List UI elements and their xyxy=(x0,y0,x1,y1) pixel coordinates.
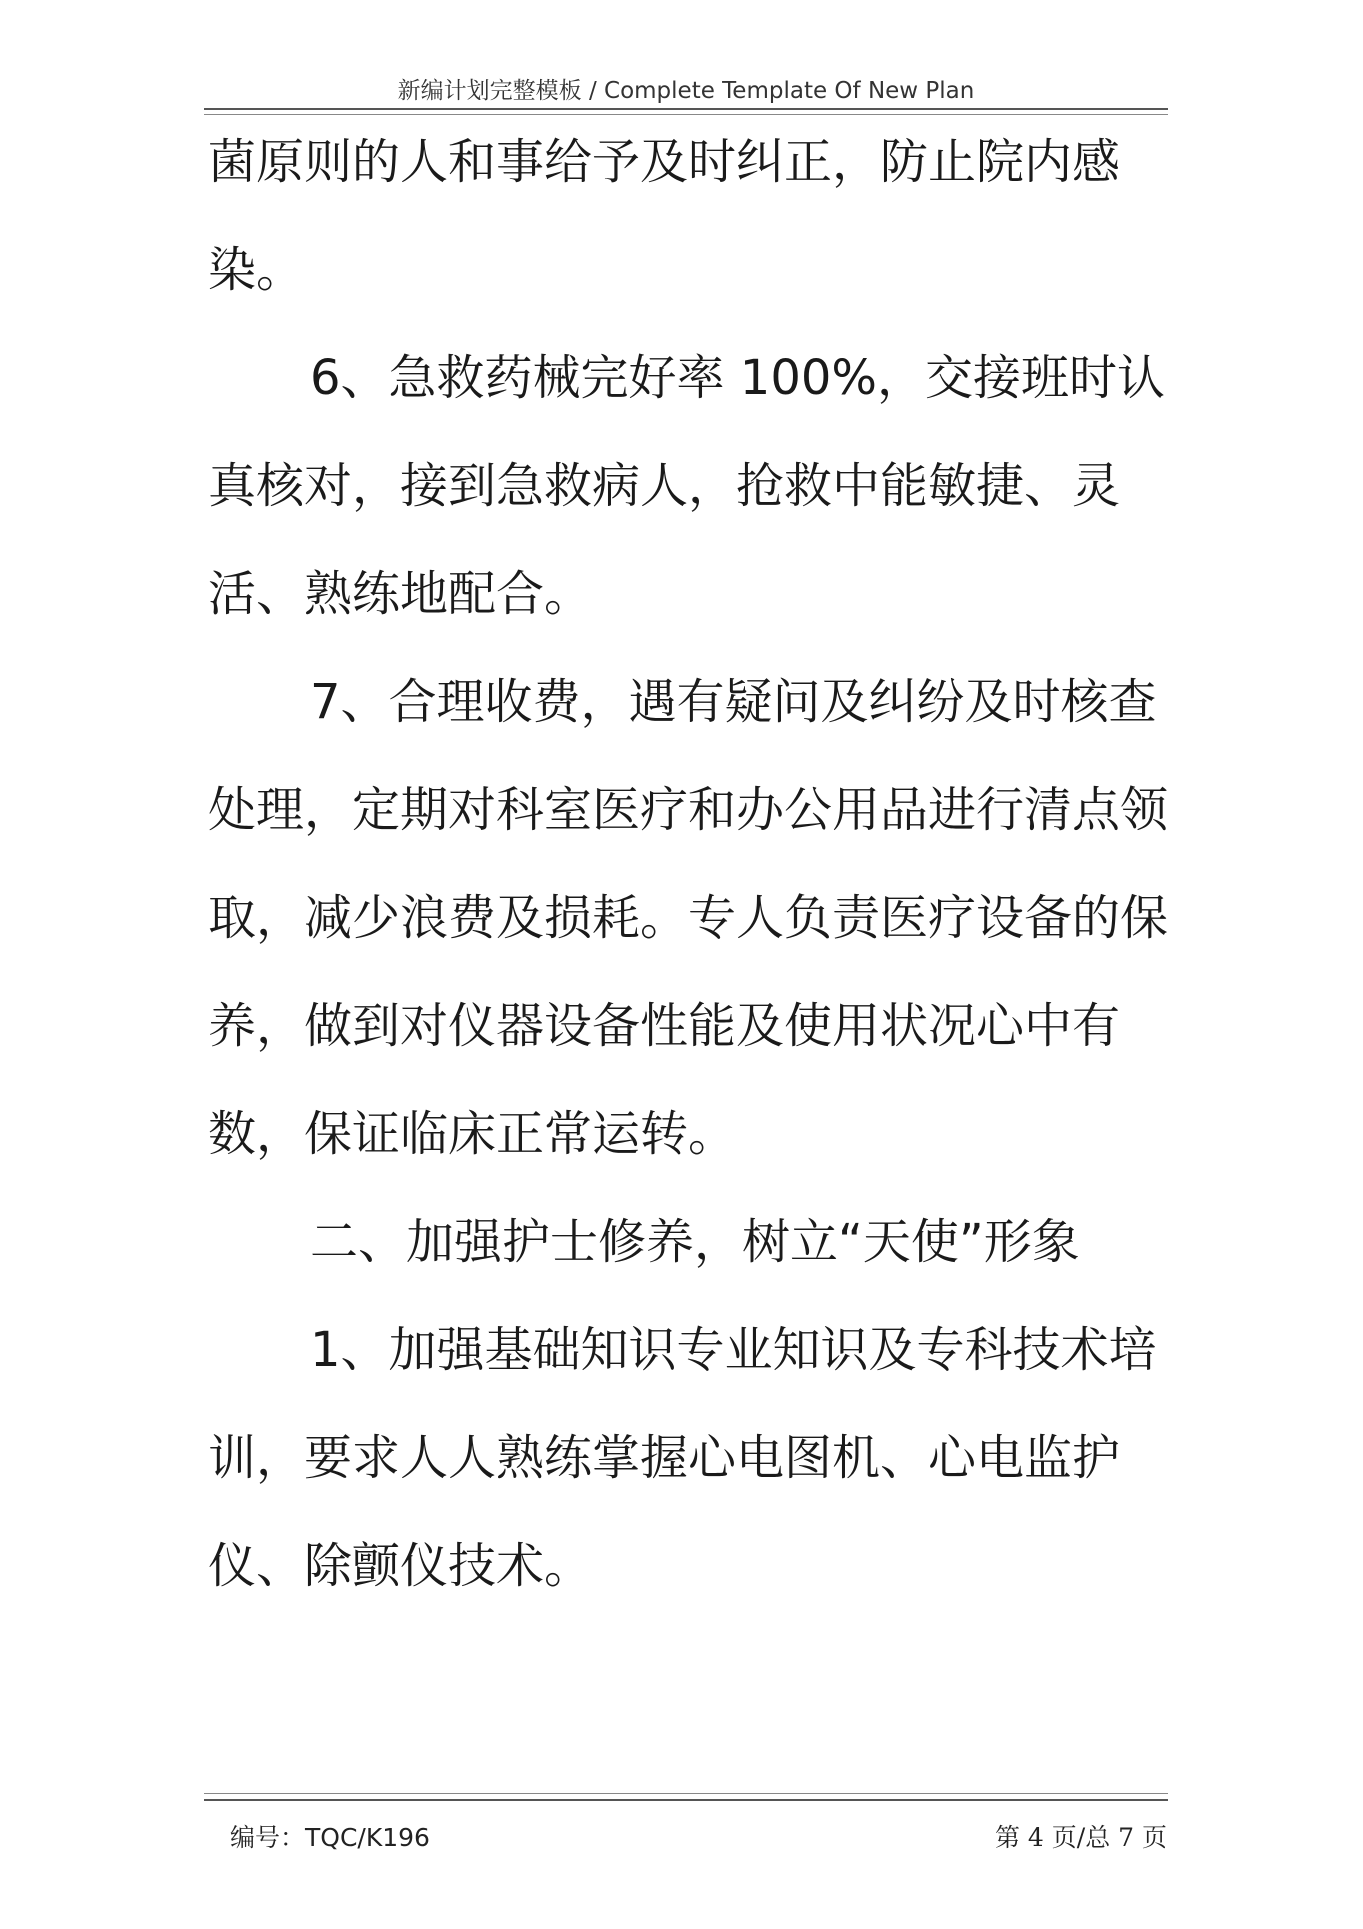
document-code: 编号：TQC/K196 xyxy=(230,1823,430,1852)
footer-divider-thin xyxy=(204,1793,1168,1794)
paragraph-continuation: 菌原则的人和事给予及时纠正，防止院内感染。 xyxy=(208,134,1121,298)
page-header: 新编计划完整模板 / Complete Template Of New Plan xyxy=(397,78,975,104)
document-body xyxy=(208,108,1168,1620)
footer-divider xyxy=(204,1799,1168,1801)
paragraph-item-1: 1、加强基础知识专业知识及专科技术培训，要求人人熟练掌握心电图机、心电监护仪、除颤仪技术。 xyxy=(208,1322,1157,1594)
section-heading-2: 二、加强护士修养，树立“天使”形象 xyxy=(310,1214,1080,1270)
page-number: 第 4 页/总 7 页 xyxy=(994,1823,1167,1852)
paragraph-item-7: 7、合理收费，遇有疑问及纠纷及时核查处理，定期对科室医疗和办公用品进行清点领取，减少浪费及损耗。专人负责医疗设备的保养，做到对仪器设备性能及使用状况心中有数，保证临床正常运转。 xyxy=(208,674,1169,1162)
paragraph-item-6: 6、急救药械完好率 100%，交接班时认真核对，接到急救病人，抢救中能敏捷、灵活、熟练地配合。 xyxy=(208,350,1166,622)
